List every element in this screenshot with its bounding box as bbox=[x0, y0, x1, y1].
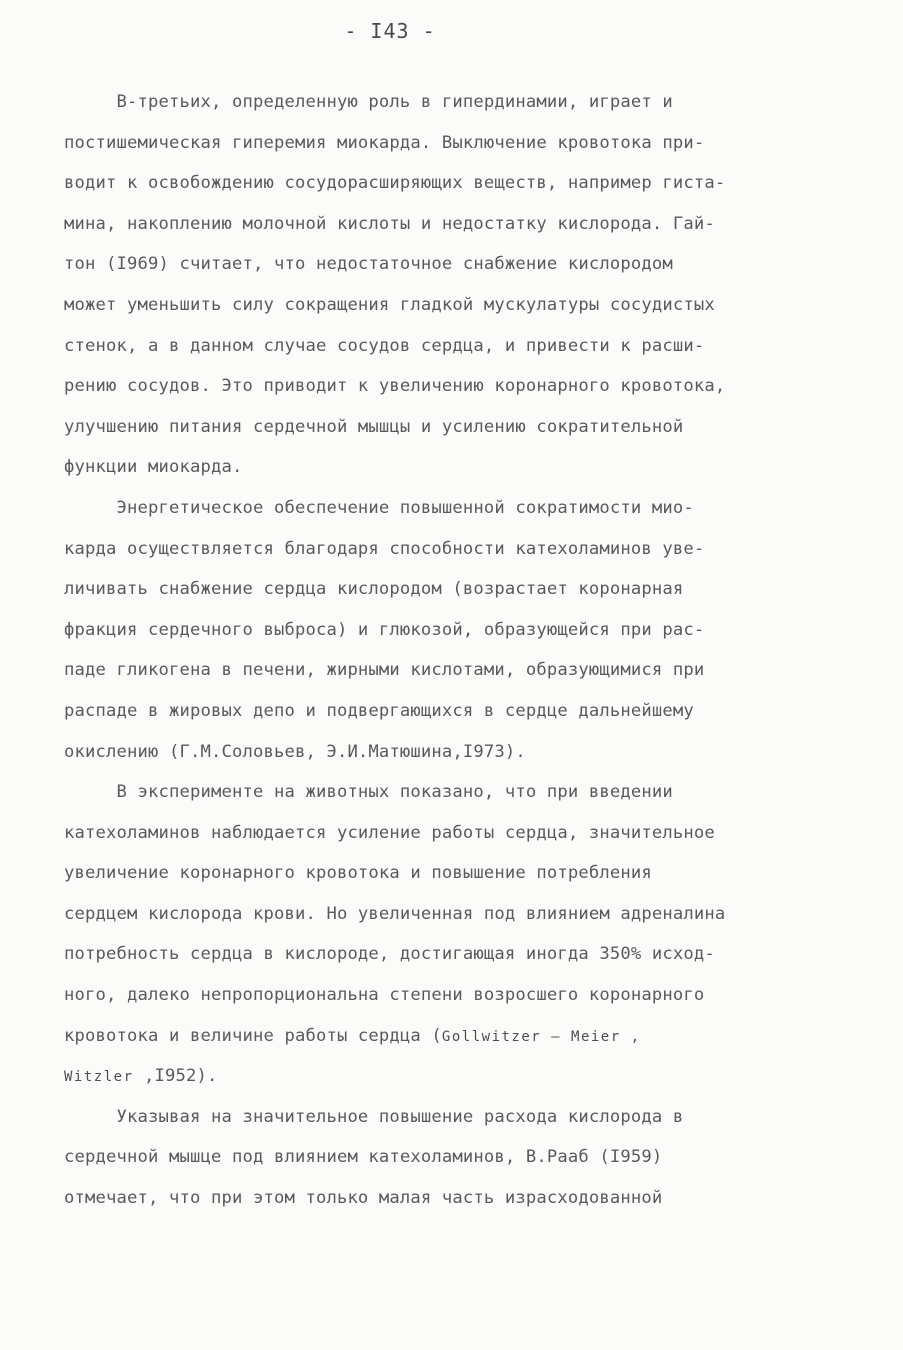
text-line: окислению (Г.М.Соловьев, Э.И.Матюшина,I973). bbox=[64, 741, 526, 762]
text-line: сердечной мышце под влиянием катехоламинов, В.Рааб (I959) bbox=[64, 1147, 663, 1168]
text-line: отмечает, что при этом только малая часть израсходованной bbox=[64, 1188, 663, 1209]
text-line: стенок, а в данном случае сосудов сердца, и привести к расши- bbox=[64, 335, 705, 356]
text-line: рению сосудов. Это приводит к увеличению коронарного кровотока, bbox=[64, 376, 726, 397]
citation-author: Gollwitzer bbox=[441, 1028, 542, 1045]
citation-comma: , bbox=[620, 1028, 641, 1045]
text-line: мина, накоплению молочной кислоты и недостатку кислорода. Гай- bbox=[64, 213, 715, 234]
text-line: В эксперименте на животных показано, что при введении bbox=[64, 782, 673, 803]
text-line: фракция сердечного выброса) и глюкозой, образующейся при рас- bbox=[64, 619, 705, 640]
text-line: увеличение коронарного кровотока и повышение потребления bbox=[64, 863, 652, 884]
text-line: потребность сердца в кислороде, достигающая иногда 350% исход- bbox=[64, 944, 715, 965]
text-line: В-третьих, определенную роль в гипердинамии, играет и bbox=[64, 92, 673, 112]
text-line-with-citation bbox=[64, 1026, 854, 1067]
text-line: может уменьшить силу сокращения гладкой мускулатуры сосудистых bbox=[64, 294, 715, 315]
text-segment: кровотока и величине работы сердца ( bbox=[64, 1025, 442, 1046]
text-line: катехоламинов наблюдается усиление работы сердца, значительное bbox=[64, 822, 715, 843]
citation-year: ,I952). bbox=[133, 1066, 218, 1087]
text-line: Энергетическое обеспечение повышенной сократимости мио- bbox=[64, 497, 694, 518]
text-line: паде гликогена в печени, жирными кислотами, образующимися при bbox=[64, 660, 705, 681]
text-line: сердцем кислорода крови. Но увеличенная под влиянием адреналина bbox=[64, 903, 726, 924]
text-line: тон (I969) считает, что недостаточное снабжение кислородом bbox=[64, 254, 673, 275]
text-line: ного, далеко непропорциональна степени возросшего коронарного bbox=[64, 985, 705, 1006]
citation-line bbox=[64, 1066, 854, 1107]
text-line: карда осуществляется благодаря способности катехоламинов уве- bbox=[64, 538, 705, 559]
text-line: водит к освобождению сосудорасширяющих веществ, например гиста- bbox=[64, 173, 726, 194]
text-line: личивать снабжение сердца кислородом (возрастает коронарная bbox=[64, 579, 684, 600]
page-number: - I43 - bbox=[344, 19, 436, 43]
text-line: функции миокарда. bbox=[64, 457, 243, 478]
text-line: улучшению питания сердечной мышцы и усилению сократительной bbox=[64, 416, 684, 437]
text-line: распаде в жировых депо и подвергающихся в сердце дальнейшему bbox=[64, 700, 694, 721]
citation-author: Witzler bbox=[64, 1069, 134, 1086]
text-line: постишемическая гиперемия миокарда. Выключение кровотока при- bbox=[64, 132, 705, 153]
text-line: Указывая на значительное повышение расхода кислорода в bbox=[64, 1106, 684, 1127]
citation-dash: – bbox=[541, 1028, 572, 1045]
citation-author: Meier bbox=[571, 1028, 621, 1045]
body-text bbox=[64, 92, 854, 1229]
